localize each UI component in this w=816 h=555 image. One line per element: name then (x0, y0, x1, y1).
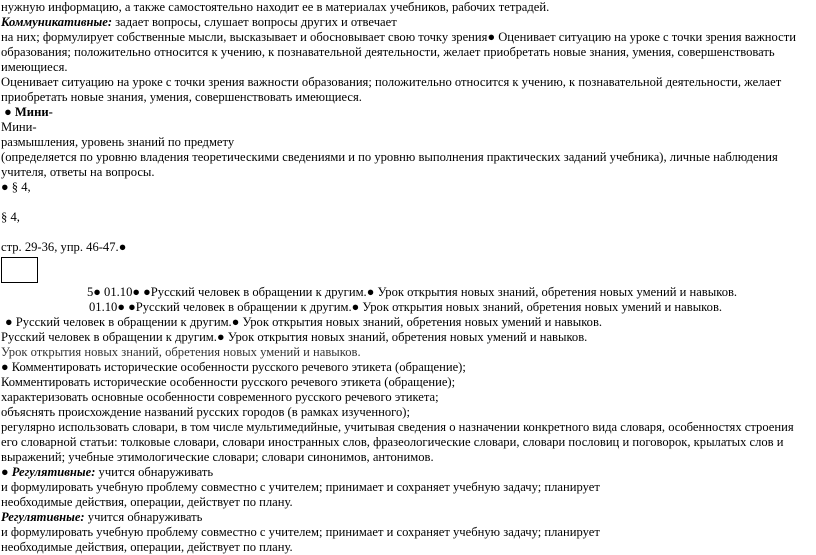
text-line: Комментировать исторические особенности русского речевого этикета (обращение); (1, 375, 456, 389)
blank-line (1, 195, 813, 210)
bullet-icon: ● (143, 285, 151, 299)
text-line: и формулировать учебную проблему совместно с учителем; принимает и сохраняет учебную задачу; планирует (1, 480, 600, 494)
lesson-topic-line: ● Русский человек в обращении к другим.● Урок открытия новых знаний, обретения новых умений и навыков. (5, 315, 603, 329)
bullet-icon: ● (231, 315, 240, 329)
text-line: § 4, (1, 210, 20, 224)
text-line: характеризовать основные особенности современного русского речевого этикета; (1, 390, 439, 404)
text-line: Мини- (1, 120, 37, 134)
section-label-regulative: Регулятивные: (1, 510, 85, 524)
text-line: и формулировать учебную проблему совместно с учителем; принимает и сохраняет учебную задачу; планирует (1, 525, 600, 539)
text-paragraph: регулярно использовать словари, в том числе мультимедийные, учитывая сведения о назначении конкретного вида словаря, особенностях строения его словарной статьи: толковые словари, словари иностранных слов, фразеологические словари, словари пословиц и поговорок, крылатых слов и выражений; учебные этимологические словари; словари синонимов, антонимов. (1, 420, 794, 464)
text-line: ● § 4, (1, 180, 31, 194)
bullet-icon: ● (117, 300, 125, 314)
empty-cell-row (1, 255, 813, 285)
text-line: нужную информацию, а также самостоятельно находит ее в материалах учебников, рабочих тетрадей. (1, 0, 550, 14)
bullet-icon: ● (93, 285, 101, 299)
section-label-regulative: Регулятивные: (11, 465, 96, 479)
bullet-icon: ● (132, 285, 140, 299)
bullet-icon: ● (351, 300, 360, 314)
text-line: объяснять происхождение названий русских городов (в рамках изученного); (1, 405, 410, 419)
text-line: ● Мини- (4, 105, 53, 119)
text-line: необходимые действия, операции, действует по плану. (1, 495, 293, 509)
blank-line (1, 225, 813, 240)
bullet-icon: ● (128, 300, 136, 314)
text-line: Коммуникативные: задает вопросы, слушает вопросы других и отвечает (1, 15, 397, 29)
bullet-icon: ● (1, 465, 9, 479)
bullet-icon: ● (487, 30, 496, 44)
lesson-row-5: 5● 01.10● ●Русский человек в обращении к другим.● Урок открытия новых знаний, обретения новых умений и навыков. (87, 285, 738, 299)
text-line: Регулятивные: учится обнаруживать (1, 510, 203, 524)
section-label-communicative: Коммуникативные: (1, 15, 113, 29)
bullet-icon: ● (216, 330, 225, 344)
bullet-icon: ● (1, 360, 9, 374)
bullet-icon: ● (118, 240, 127, 254)
text-line: ● Комментировать исторические особенности русского речевого этикета (обращение); (1, 360, 466, 374)
bullet-icon: ● (1, 180, 9, 194)
lesson-topic-line: Русский человек в обращении к другим.● Урок открытия новых знаний, обретения новых умений и навыков. (1, 330, 588, 344)
bullet-icon: ● (4, 105, 12, 119)
text-line: размышления, уровень знаний по предмету (1, 135, 235, 149)
text-paragraph: на них; формулирует собственные мысли, высказывает и обосновывает свою точку зрения● Оценивает ситуацию на уроке с точки зрения важности образования; положительно относится к учению, к познавательной деятельности, желает приобретать новые знания, умения, совершенствовать имеющиеся. (1, 30, 796, 74)
bullet-icon: ● (366, 285, 375, 299)
lesson-row-date: 01.10● ●Русский человек в обращении к другим.● Урок открытия новых знаний, обретения новых умений и навыков. (89, 300, 723, 314)
lesson-type-line: Урок открытия новых знаний, обретения новых умений и навыков. (1, 345, 361, 359)
text-line: необходимые действия, операции, действует по плану. (1, 540, 293, 554)
bullet-icon: ● (5, 315, 13, 329)
text-line: стр. 29-36, упр. 46-47.● (1, 240, 127, 254)
text-line: ● Регулятивные: учится обнаруживать (1, 465, 214, 479)
empty-table-cell (1, 257, 38, 283)
text-paragraph: (определяется по уровню владения теоретическими сведениями и по уровню выполнения практических заданий учебника), личные наблюдения учителя, ответы на вопросы. (1, 150, 778, 179)
text-paragraph: Оценивает ситуацию на уроке с точки зрения важности образования; положительно относится к учению, к познавательной деятельности, желает приобретать новые знания, умения, совершенствовать имеющиеся. (1, 75, 782, 104)
